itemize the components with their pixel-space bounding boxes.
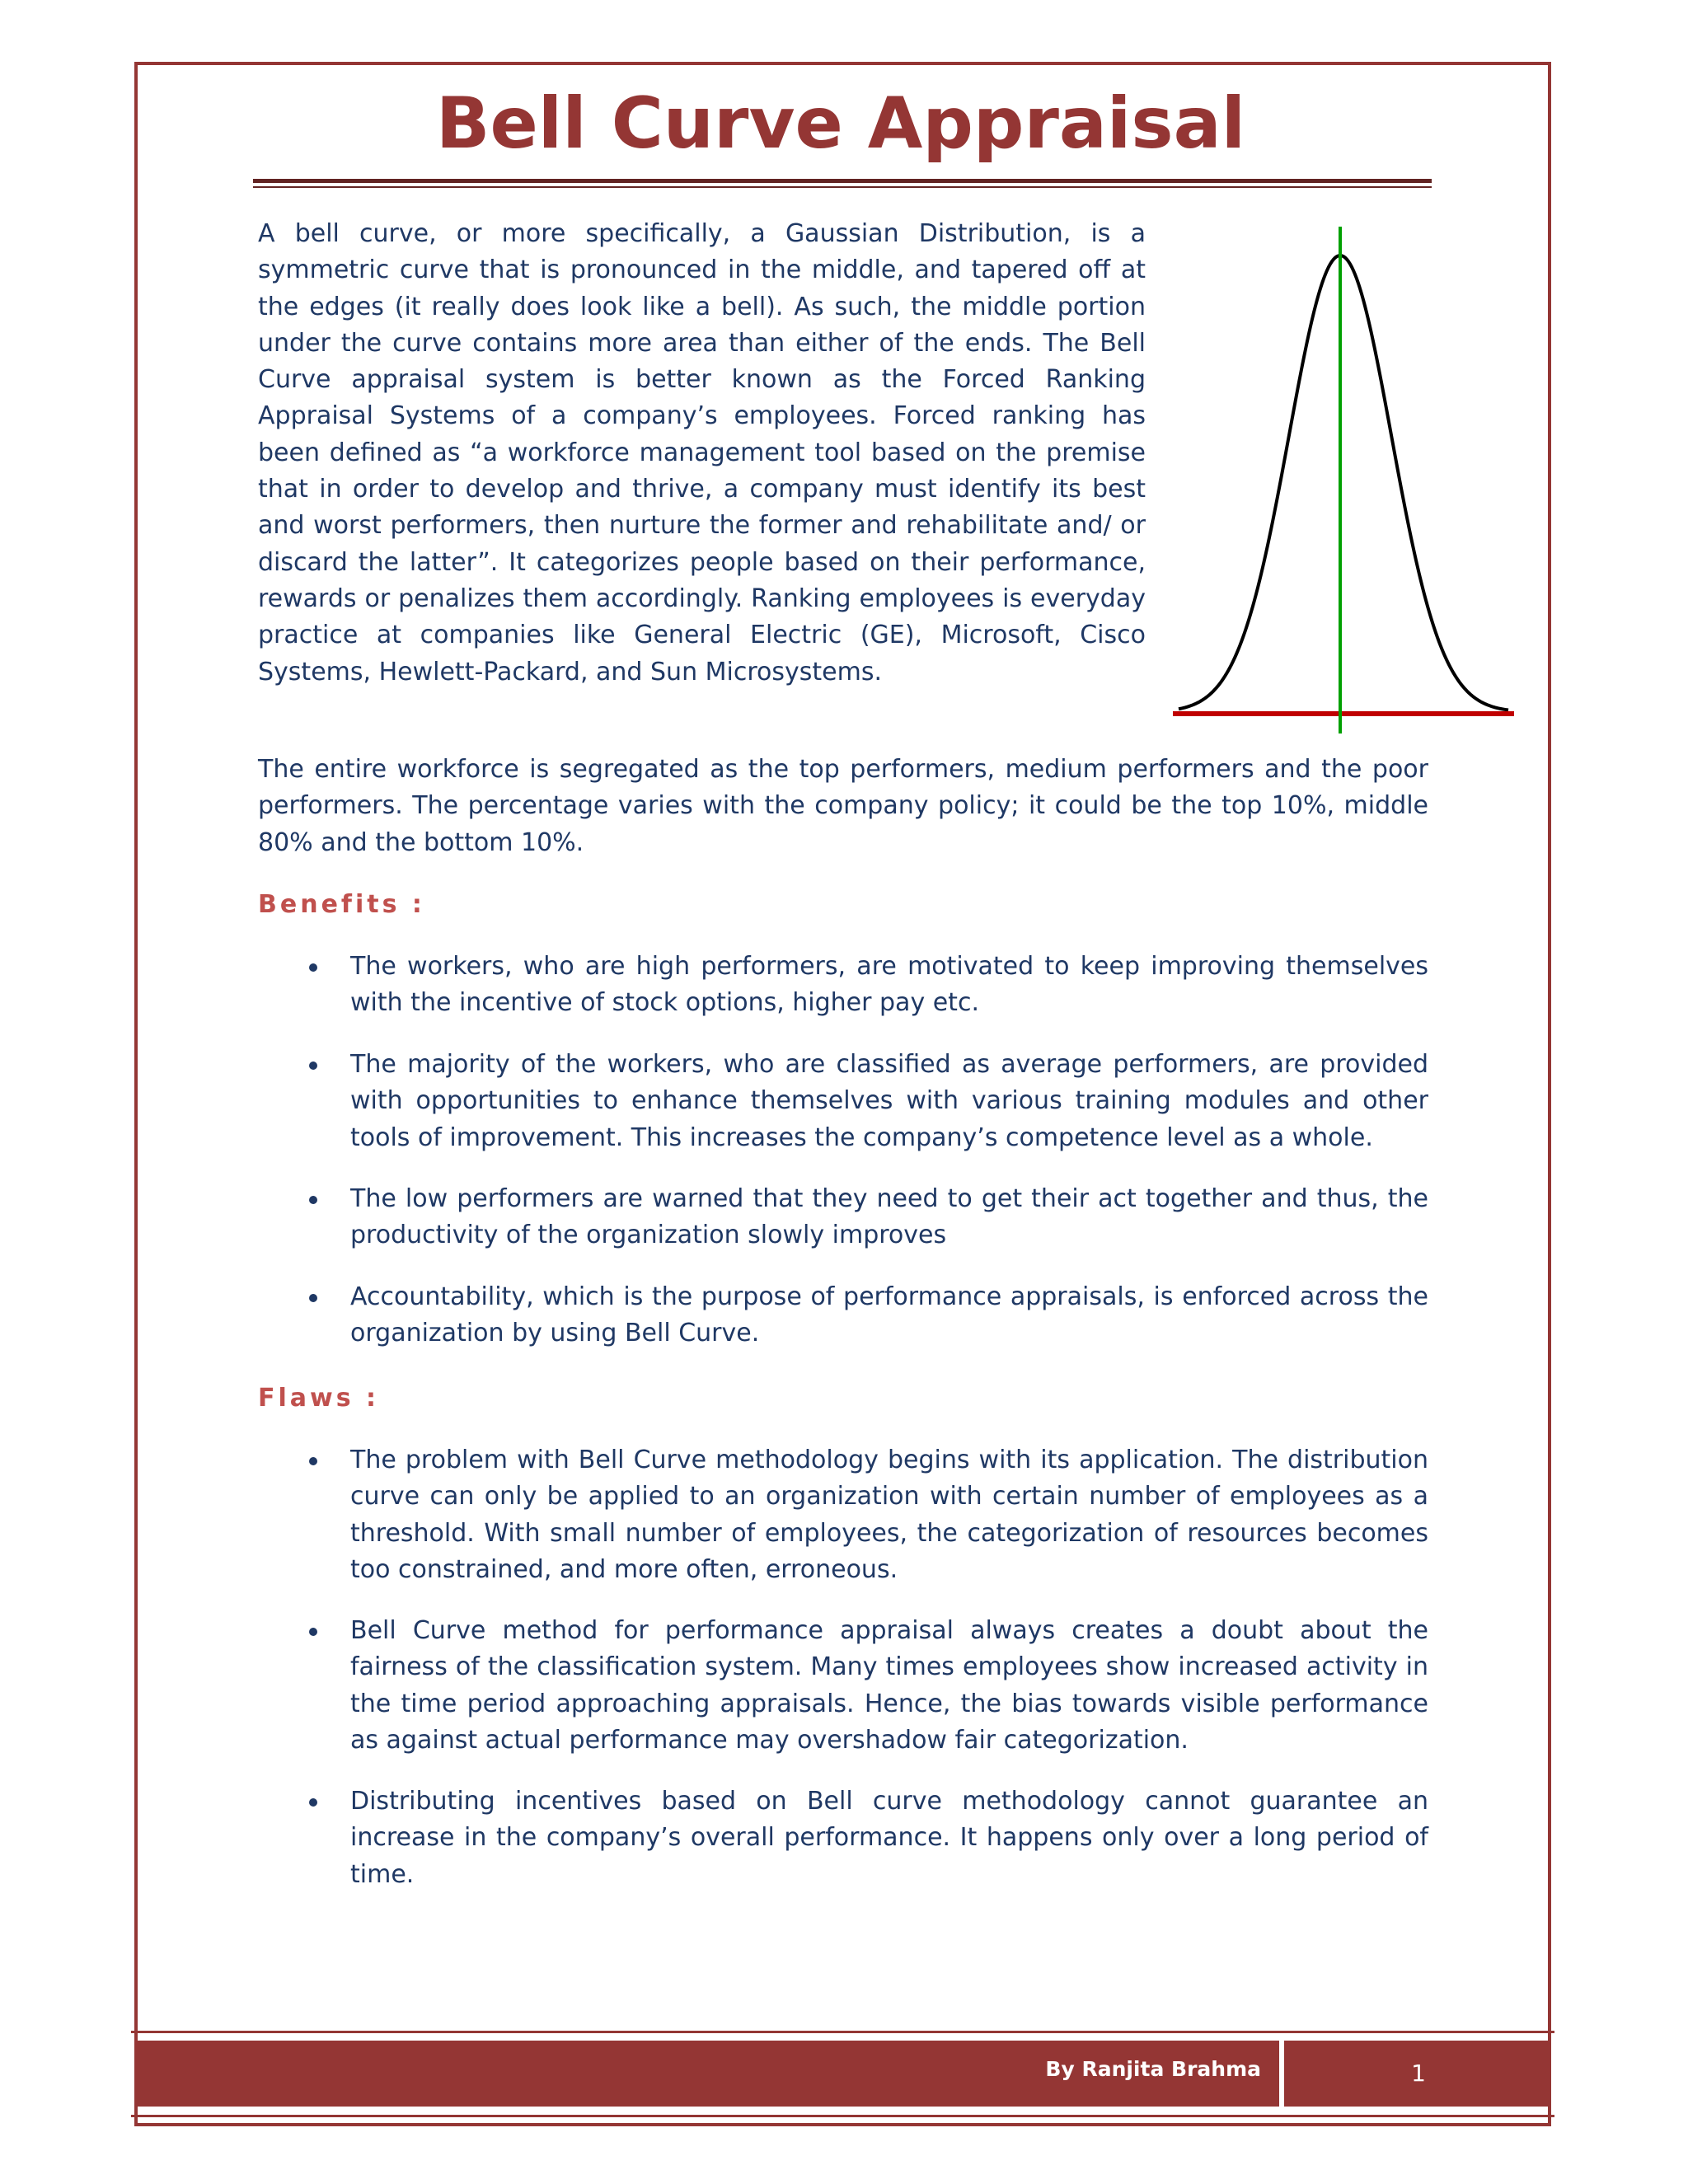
bell-curve-line <box>1179 255 1508 710</box>
bell-curve-figure <box>1170 223 1517 742</box>
benefit-text: Accountability, which is the purpose of performance appraisals, is enforced across the organization by using Bell Curve. <box>350 1282 1428 1348</box>
intro-paragraph: A bell curve, or more specifically, a Gaussian Distribution, is a symmetric curve that is pronounced in the middle, and tapered off at the edges (it really does look like a bell). As such, the middle portion under the curve contains more area than either of the ends. The Bell Curve appraisal system is better known as the Forced Ranking Appraisal Systems of a company’s employees. Forced ranking has been defined as “a workforce management tool based on the premise that in order to develop and thrive, a company must identify its best and worst performers, then nurture the former and rehabilitate and/ or discard the latter”. It categorizes people based on their performance, rewards or penalizes them accordingly. Ranking employees is everyday practice at companies like General Electric (GE), Microsoft, Cisco Systems, Hewlett-Packard, and Sun Microsystems. <box>258 219 1146 687</box>
flaws-heading: Flaws : <box>258 1384 380 1413</box>
page-title: Bell Curve Appraisal <box>435 82 1246 165</box>
flaw-text: Bell Curve method for performance appraisal always creates a doubt about the fairness of the classification system. Many times employees show increased activity in the time period approaching appraisals. Hence, the bias towards visible performance as against actual performance may overshadow fair categorization. <box>350 1616 1428 1755</box>
benefit-text: The majority of the workers, who are classified as average performers, are provided with opportunities to enhance themselves with various training modules and other tools of improvement. This increases the company’s competence level as a whole. <box>350 1050 1428 1152</box>
bullet-dot <box>309 1062 317 1070</box>
flaw-text: Distributing incentives based on Bell curve methodology cannot guarantee an increase in the company’s overall performance. It happens only over a long period of time. <box>350 1787 1428 1889</box>
footer-rule-bottom <box>131 2115 1554 2117</box>
bullet-dot <box>309 1798 317 1807</box>
footer-rule-top <box>131 2031 1554 2033</box>
bullet-dot <box>309 1196 317 1204</box>
benefit-text: The low performers are warned that they need to get their act together and thus, the productivity of the organization slowly improves <box>350 1184 1428 1250</box>
bullet-dot <box>309 963 317 972</box>
bullet-dot <box>309 1628 317 1636</box>
title-underline-thick <box>253 179 1432 183</box>
title-underline-thin <box>253 186 1432 188</box>
bullet-dot <box>309 1294 317 1302</box>
page-number: 1 <box>1411 2060 1426 2087</box>
benefits-heading: Benefits : <box>258 890 425 919</box>
flaw-text: The problem with Bell Curve methodology begins with its application. The distribution curve can only be applied to an organization with certain number of employees as a threshold. With small number of employees, the categorization of resources becomes too constrained, and more often, erroneous. <box>350 1446 1428 1584</box>
footer-author: By Ranjita Brahma <box>1045 2057 1261 2081</box>
segregation-paragraph: The entire workforce is segregated as the top performers, medium performers and the poor performers. The percentage varies with the company policy; it could be the top 10%, middle 80% and the bottom 10%. <box>258 755 1428 857</box>
bullet-dot <box>309 1457 317 1465</box>
benefit-text: The workers, who are high performers, are motivated to keep improving themselves with the incentive of stock options, higher pay etc. <box>350 952 1428 1018</box>
footer-separator <box>1279 2041 1284 2107</box>
